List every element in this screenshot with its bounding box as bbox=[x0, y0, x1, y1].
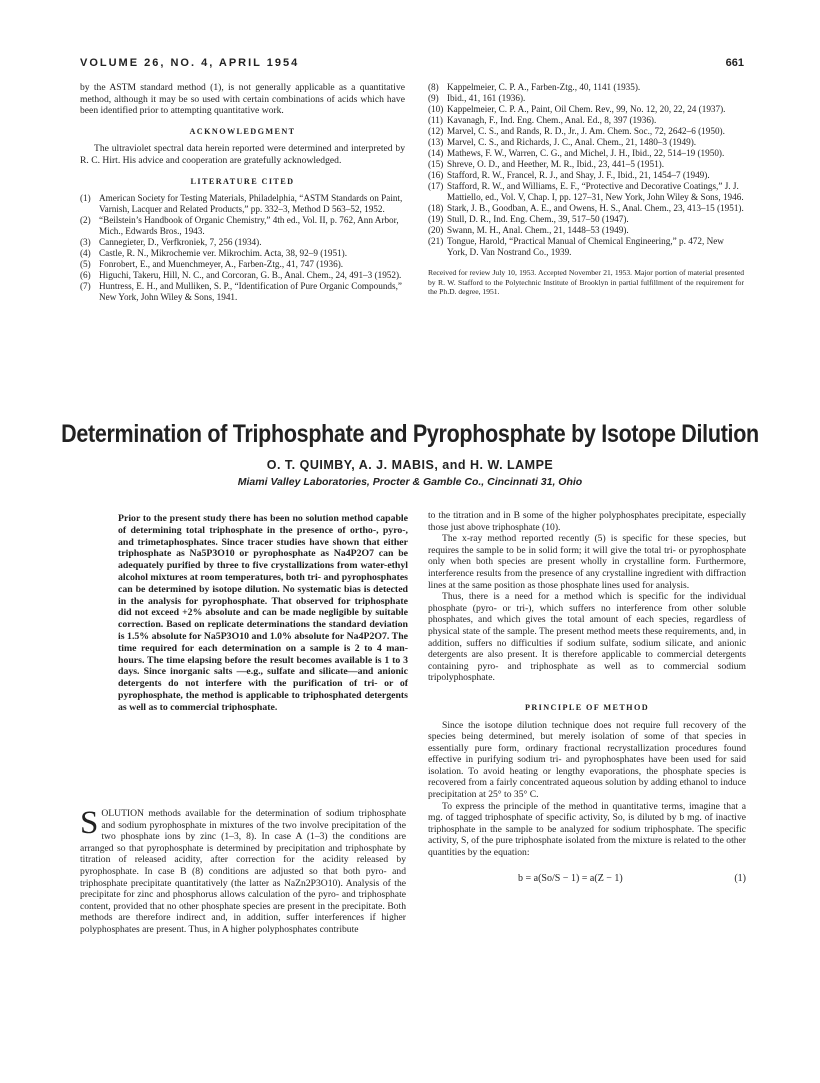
reference-item bbox=[428, 203, 744, 214]
reference-item bbox=[428, 236, 744, 258]
reference-text: Cannegieter, D., Verfkroniek, 7, 256 (1934). bbox=[99, 237, 262, 248]
equation-number: (1) bbox=[734, 872, 746, 884]
reference-text: Kappelmeier, C. P. A., Farben-Ztg., 40, 1141 (1935). bbox=[447, 82, 641, 92]
reference-item bbox=[80, 270, 405, 281]
reference-number: (16) bbox=[428, 170, 444, 180]
reference-text: Shreve, O. D., and Heether, M. R., Ibid., 23, 441–5 (1951). bbox=[447, 159, 665, 169]
reference-item bbox=[80, 248, 405, 259]
equation-text: b = a(So/S − 1) = a(Z − 1) bbox=[518, 872, 623, 884]
reference-text: Stafford, R. W., Francel, R. J., and Shay, J. F., Ibid., 21, 1454–7 (1949). bbox=[447, 170, 710, 180]
principle-heading: PRINCIPLE OF METHOD bbox=[524, 702, 650, 712]
intro-paragraph: OLUTION methods available for the determination of sodium triphosphate and sodium pyrophosphate in mixtures of the two involve precipitation of the two phosphate ions by zinc (1–3, 8). In case A (1–3) the conditions are arranged so that pyrophosphate is determined by precipitation and triphosphate by titration of released acidity, after correction for the acidity released by pyrophosphate. In case B (8) conditions are adjusted so that both pyro- and triphosphate precipitate quantitatively (the latter as NaZn2P3O10). Analysis of the precipitate for zinc and phosphorus allows calculation of the pyro- and triphosphate content, provided that no other phosphate species are present in the precipitate. Both methods are therefore indirect and, in addition, suffer interferences if higher polyphosphates are present. Thus, in A higher polyphosphates contribute bbox=[80, 808, 406, 935]
body-paragraph-3: Thus, there is a need for a method which is specific for the individual phosphate (pyro- or tri-), which suffers no interference from other soluble phosphates, and which gives the total amount of each species, regardless of physical state of the sample. The present method meets these requirements, and, in addition, suffers no difficulties if sodium sulfate, sodium silicate, and anionic detergents are also present. It is therefore applicable to commercial detergents containing pyro- and triphosphate as well as to commercial sodium tripolyphosphate. bbox=[428, 591, 746, 684]
top-left-column bbox=[80, 82, 405, 303]
reference-item bbox=[80, 281, 405, 303]
reference-item bbox=[428, 214, 744, 225]
reference-number: (18) bbox=[428, 203, 444, 213]
reference-text: Fonrobert, E., and Muenchmeyer, A., Farben-Ztg., 41, 747 (1936). bbox=[99, 259, 344, 270]
reference-number: (11) bbox=[428, 115, 443, 125]
reference-text: Swann, M. H., Anal. Chem., 21, 1448–53 (1949). bbox=[447, 225, 629, 235]
article-authors: O. T. QUIMBY, A. J. MABIS, and H. W. LAMPE bbox=[266, 458, 554, 472]
reference-item bbox=[428, 159, 744, 170]
reference-number: (13) bbox=[428, 137, 444, 147]
reference-item bbox=[428, 148, 744, 159]
reference-text: Huntress, E. H., and Mulliken, S. P., “Identification of Pure Organic Compounds,” New York, John Wiley & Sons, 1941. bbox=[99, 281, 402, 303]
reference-number: (17) bbox=[428, 181, 444, 191]
reference-item bbox=[428, 181, 744, 203]
reference-text: Stark, J. B., Goodban, A. E., and Owens, H. S., Anal. Chem., 23, 413–15 (1951). bbox=[447, 203, 744, 213]
reference-number: (14) bbox=[428, 148, 444, 158]
reference-item bbox=[428, 115, 744, 126]
reference-text: Kavanagh, F., Ind. Eng. Chem., Anal. Ed., 8, 397 (1936). bbox=[447, 115, 657, 125]
reference-number: (4) bbox=[80, 248, 91, 259]
body-paragraph-5: To express the principle of the method in quantitative terms, imagine that a mg. of tagged triphosphate of specific activity, So, is diluted by b mg. of inactive triphosphate in the sample to be analyzed for sodium triphosphate. The specific activity, S, of the pure triphosphate isolated from the mixture is related to the other quantities by the equation: bbox=[428, 800, 746, 859]
reference-number: (10) bbox=[428, 104, 444, 114]
literature-heading: LITERATURE CITED bbox=[190, 176, 295, 186]
reference-text: Marvel, C. S., and Richards, J. C., Anal. Chem., 21, 1480–3 (1949). bbox=[447, 137, 697, 147]
reference-number: (12) bbox=[428, 126, 444, 136]
top-right-column bbox=[428, 82, 744, 297]
running-header-journal: VOLUME 26, NO. 4, APRIL 1954 bbox=[80, 57, 300, 69]
references-left bbox=[80, 193, 405, 303]
reference-text: Kappelmeier, C. P. A., Paint, Oil Chem. Rev., 99, No. 12, 20, 22, 24 (1937). bbox=[447, 104, 726, 114]
article-title: Determination of Triphosphate and Pyrophosphate by Isotope Dilution bbox=[61, 420, 759, 448]
reference-text: Castle, R. N., Mikrochemie ver. Mikrochim. Acta, 38, 92–9 (1951). bbox=[99, 248, 348, 259]
equation-1 bbox=[428, 873, 746, 885]
reference-number: (7) bbox=[80, 281, 91, 292]
reference-text: Ibid., 41, 161 (1936). bbox=[447, 93, 526, 103]
reference-item bbox=[428, 137, 744, 148]
article-affiliation: Miami Valley Laboratories, Procter & Gamble Co., Cincinnati 31, Ohio bbox=[237, 476, 583, 488]
reference-number: (5) bbox=[80, 259, 91, 270]
reference-item bbox=[428, 93, 744, 104]
body-right-column bbox=[428, 510, 746, 884]
abstract: Prior to the present study there has been no solution method capable of determining total triphosphate in the presence of ortho-, pyro-, and trimetaphosphates. Since tracer studies have shown that either triphosphate as Na5P3O10 or pyrophosphate as Na4P2O7 can be adequately purified by three to five crystallizations from water-ethyl alcohol mixtures at room temperatures, both tri- and pyrophosphates can be determined by isotope dilution. No systematic bias is detected in the analysis for pyrophosphate. That observed for triphosphate did not exceed +2% absolute and can be made negligible by suitable correction. Based on replicate determinations the standard deviation is 1.5% absolute for Na5P3O10 and 1.0% absolute for Na4P2O7. The time required for each determination on a sample is 2 to 4 man-hours. The time elapsing before the result becomes available is 1 to 3 days. Since inorganic salts —e.g., sulfate and silicate—and anionic detergents do not interfere with the purification of tri- or of pyrophosphate, the method is applicable to triphosphated detergents as well as to commercial triphosphate. bbox=[118, 513, 408, 713]
acknowledgment-text: The ultraviolet spectral data herein reported were determined and interpreted by R. C. Hirt. His advice and cooperation are gratefully acknowledged. bbox=[80, 143, 405, 166]
reference-text: Marvel, C. S., and Rands, R. D., Jr., J. Am. Chem. Soc., 72, 2642–6 (1950). bbox=[447, 126, 725, 136]
drop-cap: S bbox=[80, 805, 99, 841]
reference-number: (9) bbox=[428, 93, 439, 103]
reference-number: (1) bbox=[80, 193, 91, 204]
reference-number: (6) bbox=[80, 270, 91, 281]
reference-item bbox=[428, 104, 744, 115]
references-right bbox=[428, 82, 744, 258]
reference-text: Stull, D. R., Ind. Eng. Chem., 39, 517–50 (1947). bbox=[447, 214, 629, 224]
reference-item bbox=[80, 259, 405, 270]
reference-item bbox=[80, 193, 405, 215]
reference-number: (2) bbox=[80, 215, 91, 226]
reference-item bbox=[428, 82, 744, 93]
reference-text: Tongue, Harold, “Practical Manual of Chemical Engineering,” p. 472, New York, D. Van Nostrand Co., 1939. bbox=[447, 236, 724, 257]
body-paragraph-4: Since the isotope dilution technique does not require full recovery of the species being determined, but merely isolation of some of that species in essentially pure form, ordinary fractional recrystallization procedures found effective in purifying sodium tri- and pyrophosphates have been used for said isolation. To avoid heating or lengthy evaporations, the phosphate species is recovered from a fairly concentrated aqueous solution by adding ethanol to induce precipitation at 25° to 35° C. bbox=[428, 719, 746, 801]
reference-number: (20) bbox=[428, 225, 444, 235]
reference-item bbox=[80, 215, 405, 237]
reference-number: (3) bbox=[80, 237, 91, 248]
reference-number: (15) bbox=[428, 159, 444, 169]
received-note: Received for review July 10, 1953. Accepted November 21, 1953. Major portion of material presented by R. W. Stafford to the Polytechnic Institute of Brooklyn in partial fulfillment of the requirement for the Ph.D. degree, 1951. bbox=[428, 268, 744, 297]
acknowledgment-heading: ACKNOWLEDGMENT bbox=[189, 126, 296, 136]
page-number: 661 bbox=[725, 57, 744, 69]
reference-item bbox=[428, 126, 744, 137]
reference-item bbox=[428, 170, 744, 181]
reference-number: (19) bbox=[428, 214, 444, 224]
reference-number: (8) bbox=[428, 82, 439, 92]
reference-text: American Society for Testing Materials, Philadelphia, “ASTM Standards on Paint, Varnish, Lacquer and Related Products,” pp. 332–3, Method D 563–52, 1952. bbox=[99, 193, 403, 215]
body-paragraph-2: The x-ray method reported recently (5) is specific for these species, but requires the sample to be in solid form; it will give the total tri- or pyrophosphate only when both species are present wholly in crystalline form. Furthermore, interference results from the presence of any crystalline ingredient with diffraction lines at the same position as those phosphate lines used for analysis. bbox=[428, 533, 746, 591]
reference-item bbox=[428, 225, 744, 236]
reference-text: “Beilstein’s Handbook of Organic Chemistry,” 4th ed., Vol. II, p. 762, Ann Arbor, Mich., Edwards Bros., 1943. bbox=[99, 215, 399, 237]
reference-number: (21) bbox=[428, 236, 444, 246]
reference-text: Mathews, F. W., Warren, C. G., and Michel, J. H., Ibid., 22, 514–19 (1950). bbox=[447, 148, 725, 158]
body-paragraph-1: to the titration and in B some of the higher polyphosphates precipitate, especially those just above triphosphate (10). bbox=[428, 510, 746, 533]
closing-paragraph: by the ASTM standard method (1), is not generally applicable as a quantitative method, although it may be so used with certain combinations of acids which have been identified prior to attempting quantitative work. bbox=[80, 82, 405, 117]
reference-item bbox=[80, 237, 405, 248]
reference-text: Stafford, R. W., and Williams, E. F., “Protective and Decorative Coatings,” J. J. Mattiello, ed., Vol. V, Chap. I, pp. 127–31, New York, John Wiley & Sons, 1946. bbox=[447, 181, 744, 202]
reference-text: Higuchi, Takeru, Hill, N. C., and Corcoran, G. B., Anal. Chem., 24, 491–3 (1952). bbox=[99, 270, 402, 281]
body-left-column bbox=[80, 805, 406, 936]
